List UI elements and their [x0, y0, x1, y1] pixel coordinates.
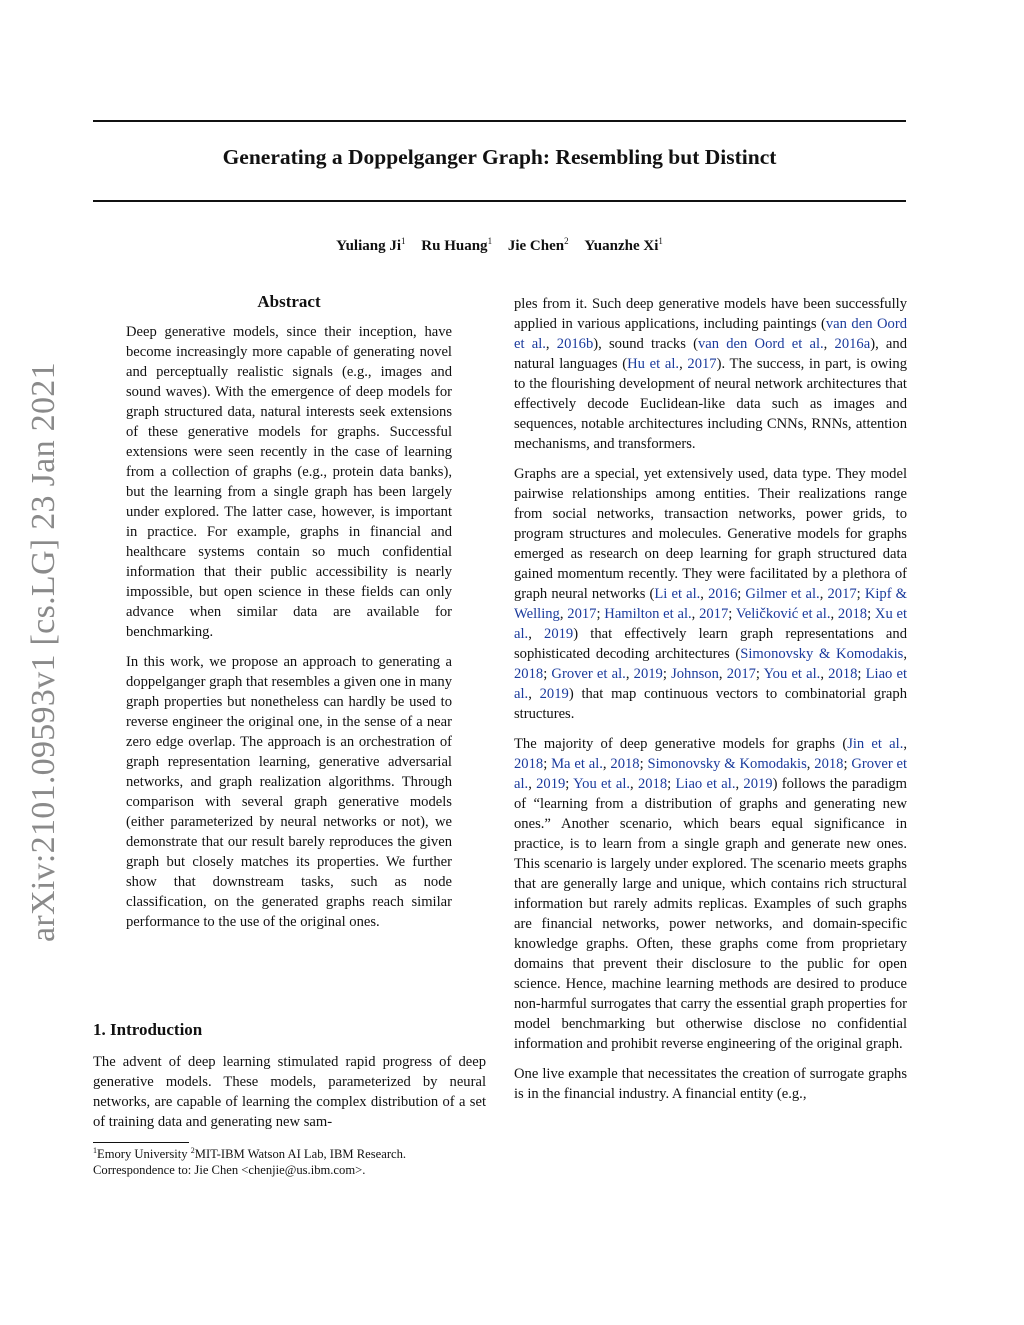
author: Jie Chen$^2$ — [507, 236, 569, 254]
citation-link[interactable]: You et al. — [573, 776, 631, 792]
body-paragraph: Graphs are a special, yet extensively used, data type. They model pairwise relationships among entities. Their realizations range from social networks, transaction networks, power grids, to program structures and molecules. Generative models for graphs emerged as research on deep learning for graph structured data gained momentum recently. They were facilitated by a plethora of graph neural networks (Li et al., 2016; Gilmer et al., 2017; Kipf & Welling, 2017; Hamilton et al., 2017; Veličković et al., 2018; Xu et al., 2019) that effectively learn graph representations and sophisticated decoding architectures (Simonovsky & Komodakis, 2018; Grover et al., 2019; Johnson, 2017; You et al., 2018; Liao et al., 2019) that map continuous vectors to combinatorial graph structures. — [514, 466, 908, 722]
citation-link[interactable]: 2018 — [814, 756, 844, 772]
author: Yuliang Ji$^1$ — [336, 236, 406, 254]
citation-link[interactable]: 2018 — [514, 666, 544, 682]
citation-link[interactable]: Johnson — [671, 666, 719, 682]
citation-link[interactable]: 2019 — [743, 776, 773, 792]
affiliations: $^1$Emory University $^2$MIT-IBM Watson AI Lab, IBM Research. — [93, 1146, 407, 1161]
citation-link[interactable]: 2018 — [837, 606, 868, 622]
citation-link[interactable]: 2017 — [567, 606, 597, 622]
citation-link[interactable]: Li et al. — [654, 586, 701, 602]
body-paragraph: ples from it. Such deep generative models have been successfully applied in various applications, including paintings (van den Oord et al., 2016b), sound tracks (van den Oord et al., 2016a), and natural languages (Hu et al., 2017). The success, in part, is owing to the flourishing development of neural network architectures that effectively decode Euclidean-like data such as images and sequences, notable architectures including CNNs, RNNs, attention mechanisms, and transformers. — [514, 296, 907, 452]
introduction-heading: 1. Introduction — [93, 1020, 203, 1039]
citation-link[interactable]: Simonovsky & Komodakis — [740, 646, 904, 662]
citation-link[interactable]: Veličković et al. — [735, 606, 831, 622]
citation-link[interactable]: 2016 — [708, 586, 738, 602]
body-paragraph: One live example that necessitates the creation of surrogate graphs is in the financial industry. A financial entity (e.g., — [514, 1066, 907, 1102]
citation-link[interactable]: 2016a — [834, 336, 871, 352]
title-rule-top — [93, 120, 906, 122]
paper-title: Generating a Doppelganger Graph: Resembling but Distinct — [222, 145, 777, 169]
citation-link[interactable]: 2017 — [687, 356, 717, 372]
correspondence: Correspondence to: Jie Chen <chenjie@us.ibm.com>. — [93, 1163, 366, 1177]
citation-link[interactable]: Xu et al. — [514, 606, 908, 642]
citation-link[interactable]: 2018 — [828, 666, 858, 682]
citation-link[interactable]: 2016b — [556, 336, 594, 352]
citation-link[interactable]: Liao et al. — [514, 666, 908, 702]
citation-link[interactable]: 2018 — [514, 756, 544, 772]
citation-link[interactable]: Gilmer et al. — [745, 586, 820, 602]
citation-link[interactable]: Grover et al. — [551, 666, 626, 682]
citation-link[interactable]: You et al. — [763, 666, 821, 682]
abstract-paragraph: Deep generative models, since their inception, have become increasingly more capable of generating novel and perceptually realistic signals (e.g., images and sound waves). With the emergence of deep models for graph structured data, natural interests seek extensions of these generative models for graphs. Successful extensions were seen recently in the case of learning from a collection of graphs (e.g., protein data banks), but the learning from a single graph has been largely under explored. The latter case, however, is important in practice. For example, graphs in financial and healthcare systems contain so much confidential information that their public accessibility is nearly impossible, but open science in these fields can only advance when similar data are available for benchmarking. — [126, 324, 452, 640]
introduction-paragraph: The advent of deep learning stimulated rapid progress of deep generative models. These models, parameterized by neural networks, are capable of learning the complex distribution of a set of training data and generating new sam- — [93, 1054, 486, 1130]
citation-link[interactable]: Liao et al. — [675, 776, 736, 792]
author: Ru Huang$^1$ — [421, 236, 493, 254]
citation-link[interactable]: van den Oord et al. — [514, 316, 907, 352]
citation-link[interactable]: Simonovsky & Komodakis — [647, 756, 807, 772]
citation-link[interactable]: 2017 — [827, 586, 857, 602]
introduction-section — [93, 1020, 486, 1142]
citation-link[interactable]: Ma et al. — [551, 756, 603, 772]
citation-link[interactable]: 2017 — [699, 606, 729, 622]
title-rule-bottom — [93, 200, 906, 202]
abstract-paragraph: In this work, we propose an approach to generating a doppelganger graph that resembles a given one in many graph properties but nonetheless can hardly be used to reverse engineer the original one, in the sense of a near zero edge overlap. The approach is an orchestration of graph representation learning, generative adversarial networks, and graph realization algorithms. Through comparison with several graph generative models (either parameterized by neural networks or not), we demonstrate that our result barely reproduces the given graph but closely matches its properties. We further show that downstream tasks, such as node classification, on the generated graphs reach similar performance to the use of the original ones. — [126, 654, 452, 930]
citation-link[interactable]: 2018 — [637, 776, 668, 792]
right-column — [514, 294, 907, 1114]
author: Yuanzhe Xi$^1$ — [584, 236, 663, 254]
citation-link[interactable]: 2019 — [633, 666, 663, 682]
citation-link[interactable]: Grover et al. — [514, 756, 908, 792]
abstract-section — [126, 292, 452, 942]
author-list — [93, 236, 906, 255]
citation-link[interactable]: Kipf & Welling — [514, 586, 908, 622]
citation-link[interactable]: Hamilton et al. — [604, 606, 692, 622]
citation-link[interactable]: Hu et al. — [627, 356, 680, 372]
abstract-heading: Abstract — [257, 292, 321, 311]
citation-link[interactable]: 2018 — [610, 756, 640, 772]
arxiv-identifier-stamp: arXiv:2101.09593v1 [cs.LG] 23 Jan 2021 — [25, 362, 62, 942]
citation-link[interactable]: 2017 — [726, 666, 756, 682]
citation-link[interactable]: 2019 — [536, 776, 566, 792]
citation-link[interactable]: 2019 — [544, 626, 574, 642]
footnote — [93, 1143, 493, 1178]
citation-link[interactable]: Jin et al. — [847, 736, 904, 752]
citation-link[interactable]: van den Oord et al. — [697, 336, 824, 352]
body-paragraph: The majority of deep generative models for graphs (Jin et al., 2018; Ma et al., 2018; Simonovsky & Komodakis, 2018; Grover et al., 2019; You et al., 2018; Liao et al., 2019) follows the paradigm of “learning from a distribution of graphs and generating new ones.” Another scenario, which bears equal significance in practice, is to learn from a single graph and generate new ones. This scenario is largely under explored. The scenario meets graphs that are generally large and unique, which contains rich structural information but rarely admits replicas. Examples of such graphs are financial networks, power networks, and domain-specific knowledge graphs. Often, these graphs come from proprietary domains that prevent their disclosure to the public for open science. Hence, machine learning methods are desired to produce non-harmful surrogates that carry the essential graph properties for model benchmarking but otherwise disclose no confidential information and prohibit reverse engineering of the original graph. — [514, 736, 908, 1052]
citation-link[interactable]: 2019 — [539, 686, 569, 702]
